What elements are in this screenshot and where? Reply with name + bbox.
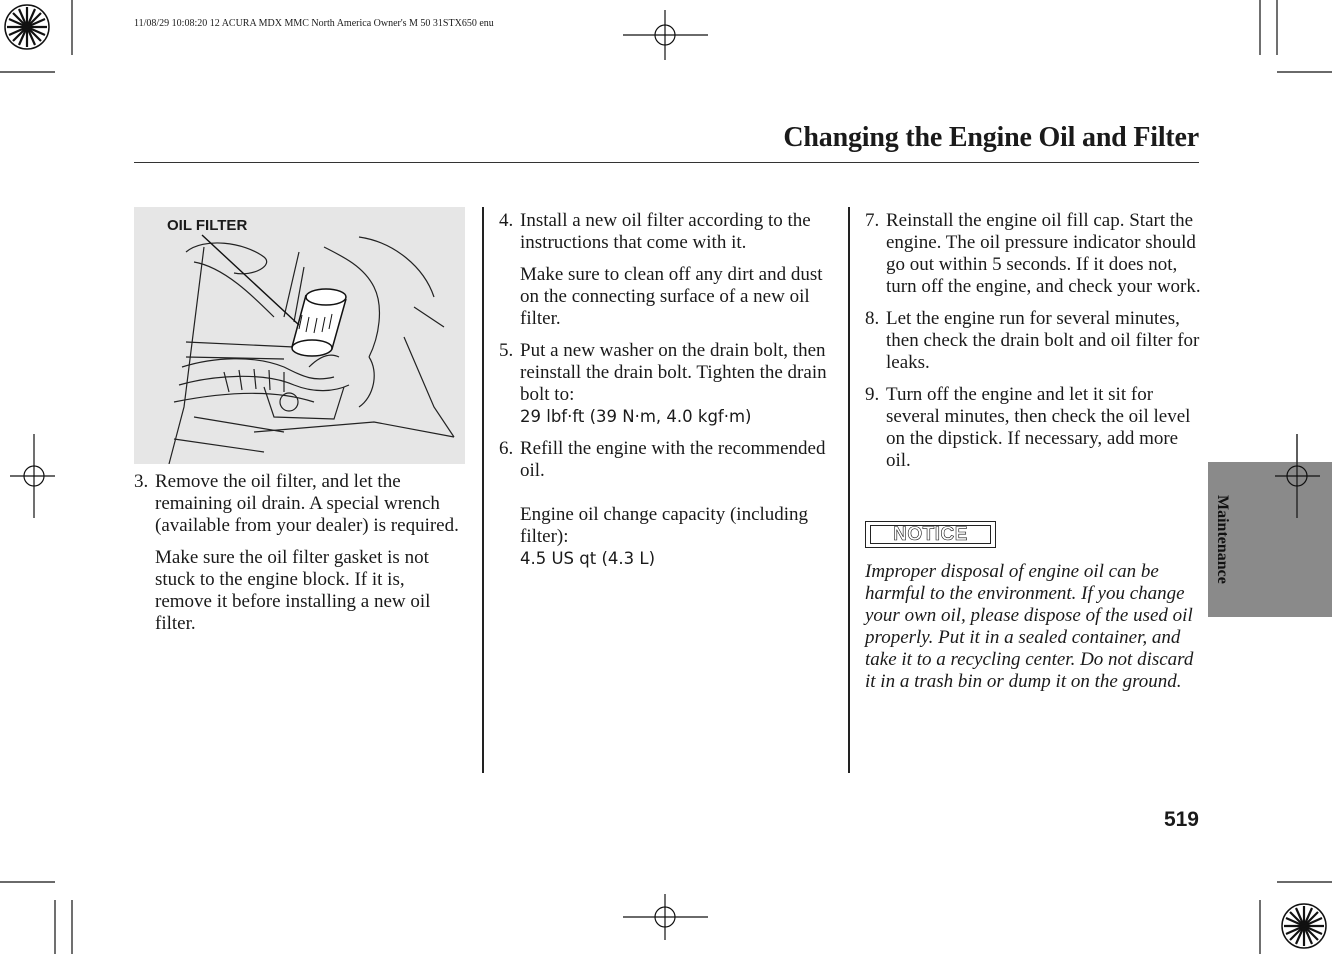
print-info-line: 11/08/29 10:08:20 12 ACURA MDX MMC North America Owner's M 50 31STX650 enu <box>134 18 494 29</box>
illustration-label: OIL FILTER <box>167 217 248 234</box>
step-4 <box>499 210 835 330</box>
column-divider <box>482 207 484 773</box>
step-number: 7. <box>865 210 880 231</box>
column-3 <box>865 210 1203 482</box>
starburst-bottom-right <box>1282 904 1326 948</box>
capacity-label: Engine oil change capacity (including filter): <box>520 504 809 547</box>
step-text: Remove the oil filter, and let the remaining oil drain. A special wrench (available from your dealer) is required. <box>155 471 459 536</box>
step-text: Let the engine run for several minutes, then check the drain bolt and oil filter for leaks. <box>886 308 1200 373</box>
engine-drawing <box>134 207 465 464</box>
torque-spec: 29 lbf·ft (39 N·m, 4.0 kgf·m) <box>520 407 752 426</box>
notice-badge <box>865 521 996 548</box>
notice-text: Improper disposal of engine oil can be harmful to the environment. If you change your own oil, please dispose of the used oil properly. Put it in a sealed container, and take it to a recycling center. Do not discard it in a trash bin or dump it on the ground. <box>865 561 1194 692</box>
step-5 <box>499 340 835 428</box>
title-rule <box>134 162 1199 163</box>
step-text: Put a new washer on the drain bolt, then reinstall the drain bolt. Tighten the drain bolt to: <box>520 340 827 405</box>
crosshair-bottom <box>623 894 708 940</box>
step-8 <box>865 308 1203 374</box>
page-title: Changing the Engine Oil and Filter <box>783 122 1199 153</box>
step-note: Make sure the oil filter gasket is not stuck to the engine block. If it is, remove it before installing a new oil filter. <box>155 547 431 634</box>
step-number: 9. <box>865 384 880 405</box>
step-number: 5. <box>499 340 514 361</box>
step-note: Make sure to clean off any dirt and dust on the connecting surface of a new oil filter. <box>520 264 823 329</box>
notice-label: NOTICE <box>870 525 991 544</box>
crosshair-left <box>10 434 55 518</box>
step-text: Reinstall the engine oil fill cap. Start the engine. The oil pressure indicator should go out within 5 seconds. If it does not, turn off the engine, and check your work. <box>886 210 1201 297</box>
step-text: Install a new oil filter according to the instructions that come with it. <box>520 210 811 253</box>
column-divider <box>848 207 850 773</box>
step-number: 3. <box>134 471 149 492</box>
page-number: 519 <box>1163 808 1199 831</box>
step-6 <box>499 438 835 570</box>
column-2 <box>499 210 835 580</box>
crosshair-top <box>623 10 708 60</box>
section-tab-label: Maintenance <box>1214 495 1231 584</box>
column-1 <box>134 471 464 645</box>
step-text: Refill the engine with the recommended oil. <box>520 438 826 481</box>
step-number: 4. <box>499 210 514 231</box>
step-number: 8. <box>865 308 880 329</box>
step-text: Turn off the engine and let it sit for several minutes, then check the oil level on the dipstick. If necessary, add more oil. <box>886 384 1191 471</box>
starburst-top-left <box>5 5 49 49</box>
capacity-value: 4.5 US qt (4.3 L) <box>520 549 656 568</box>
oil-filter-illustration <box>134 207 465 464</box>
step-3 <box>134 471 464 635</box>
step-number: 6. <box>499 438 514 459</box>
step-7 <box>865 210 1203 298</box>
step-9 <box>865 384 1203 472</box>
